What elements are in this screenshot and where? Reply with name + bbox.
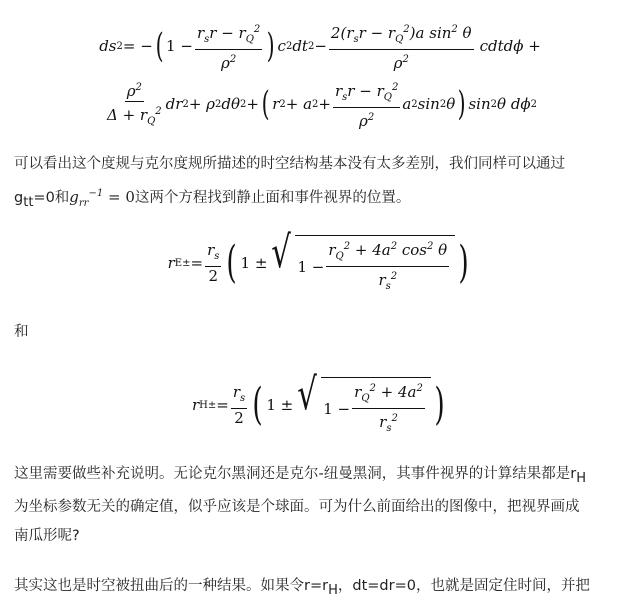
- paragraph-2-line-1: 这里需要做些补充说明。无论克尔黑洞还是克尔-纽曼黑洞，其事件视界的计算结果都是$r_H$: [14, 466, 586, 486]
- conjunction-and: 和: [14, 324, 29, 340]
- close-paren-4: ): [434, 379, 445, 430]
- fraction-rs-r-2: $\frac{r_sr - r_Q^2}{\rho^2}$: [333, 79, 400, 130]
- close-paren-3: ): [458, 237, 469, 288]
- paragraph-1-line-1: 可以看出这个度规与克尔度规所描述的时空结构基本没有太多差别，我们同样可以通过: [14, 156, 565, 172]
- equals-minus: = −: [122, 37, 153, 55]
- square-root-2: √ 1 − $\frac{r_Q^2 + 4a^2}{r_s^2}$: [293, 373, 431, 437]
- paragraph-3-line-1: 其实这也是时空被扭曲后的一种结果。如果令$r=r_H$，dt=dr=0，也就是固定住时间，并把: [14, 578, 590, 598]
- static-limit-equation: r E± = $\frac{r_s}{2}$ ( 1 ± √ 1 − $\frac{r_Q^2 + 4a^2 \cos^2 \theta}{r_s^2}$ ): [0, 228, 640, 298]
- close-paren: ): [266, 26, 275, 66]
- paragraph-2: [14, 460, 632, 551]
- paragraph-2-line-2: 为坐标参数无关的确定值，似乎应该是个球面。可为什么前面给出的图像中，把视界画成: [14, 498, 580, 515]
- metric-equation-line-2: $\frac{\rho^2}{\Delta + r_Q^2}$ dr 2 + ρ 2 dθ 2 + ( r 2 + a 2 + $\frac{r_sr - r_Q^2}{\rho^2}$ a 2 sin 2 θ ) sin 2 θ dϕ 2: [0, 76, 640, 132]
- paragraph-3: [14, 572, 632, 605]
- one-minus: 1 −: [166, 37, 193, 55]
- open-paren-4: (: [252, 379, 263, 430]
- open-paren-2: (: [261, 84, 270, 124]
- paragraph-1-line-2: $g_{tt}=0$和$g_{rr}^{-1} = 0$这两个方程找到静止面和事件视界的位置。: [14, 188, 411, 210]
- metric-equation-line-1: ds 2 = − ( 1 − $\frac{r_sr - r_Q^2}{\rho^2}$ ) c 2 dt 2 − $\frac{2(r_sr - r_Q^2)a \sin^2 \theta}{\rho^2}$ cdtdϕ +: [0, 18, 640, 74]
- open-paren-3: (: [226, 237, 238, 288]
- close-paren-2: ): [457, 84, 466, 124]
- event-horizon-equation: r H± = $\frac{r_s}{2}$ ( 1 ± √ 1 − $\frac{r_Q^2 + 4a^2}{r_s^2}$ ): [0, 370, 640, 440]
- ds-power: 2: [116, 40, 123, 52]
- fraction-cross-term: $\frac{2(r_sr - r_Q^2)a \sin^2 \theta}{\rho^2}$: [329, 21, 474, 72]
- square-root: √ 1 − $\frac{r_Q^2 + 4a^2 \cos^2 \theta}{r_s^2}$: [267, 231, 455, 295]
- paragraph-1: [14, 150, 632, 218]
- fraction-rs-r: $\frac{r_sr - r_Q^2}{\rho^2}$: [195, 21, 262, 72]
- open-paren: (: [155, 26, 164, 66]
- fraction-rho-delta: $\frac{\rho^2}{\Delta + r_Q^2}$: [105, 79, 164, 130]
- paragraph-2-line-3: 南瓜形呢?: [14, 527, 80, 544]
- ds-symbol: ds: [99, 37, 117, 55]
